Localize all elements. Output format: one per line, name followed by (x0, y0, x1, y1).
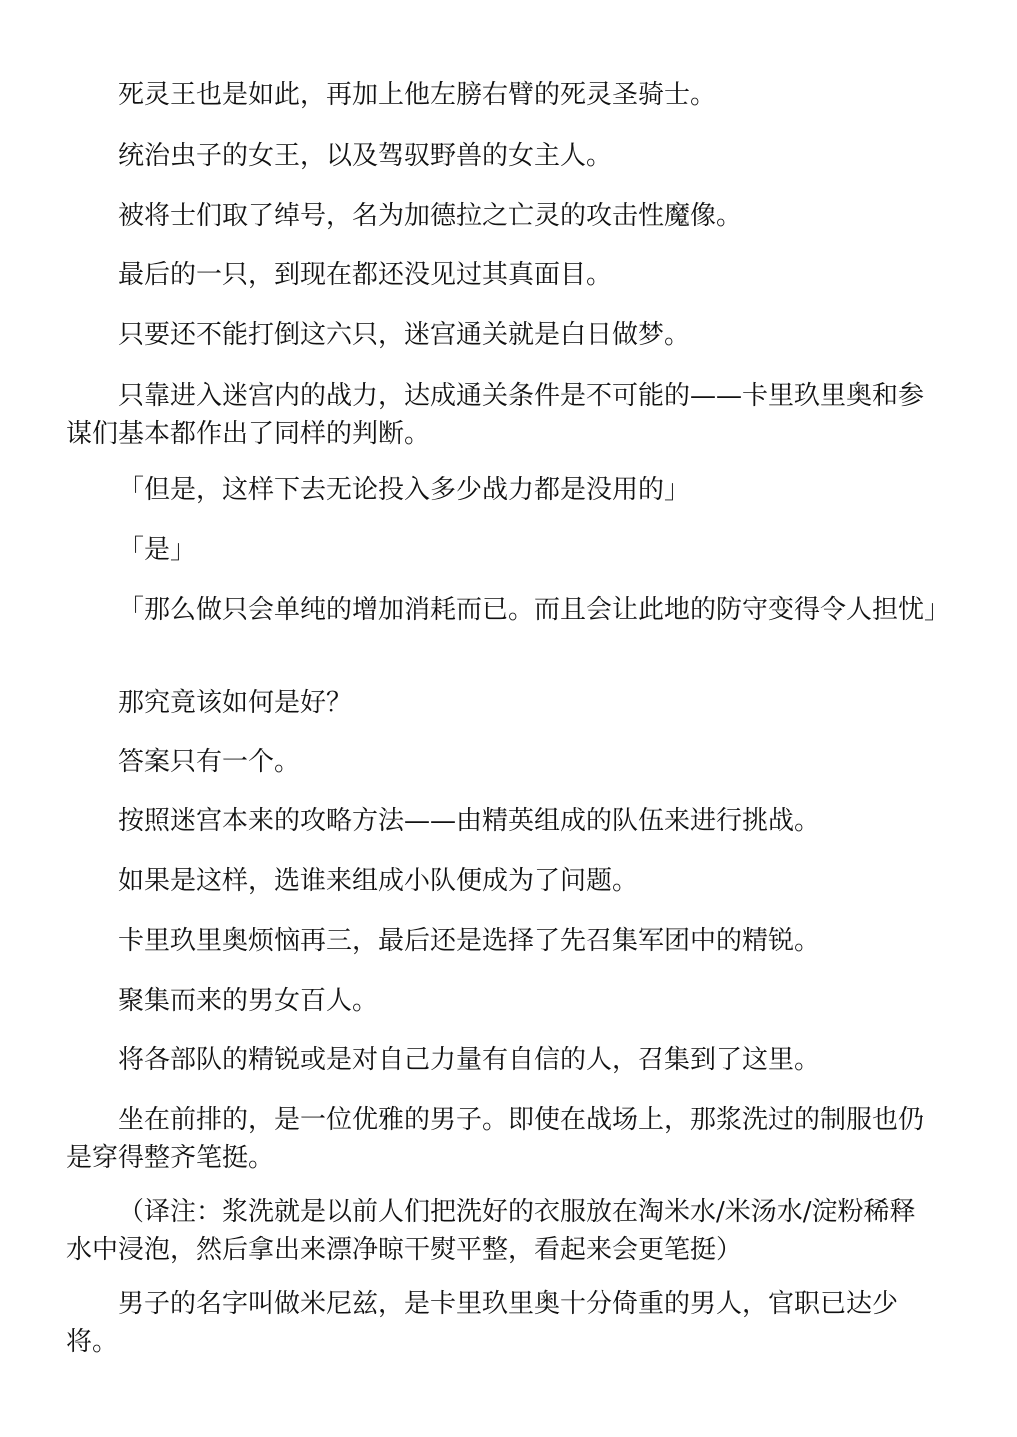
paragraph: 死灵王也是如此，再加上他左膀右臂的死灵圣骑士。 (118, 80, 717, 110)
paragraph: 只靠进入迷宫内的战力，达成通关条件是不可能的——卡里玖里奥和参谋们基本都作出了同样的判断。 (66, 381, 925, 449)
paragraph: 男子的名字叫做米尼兹，是卡里玖里奥十分倚重的男人，官职已达少将。 (66, 1289, 899, 1357)
paragraph: 坐在前排的，是一位优雅的男子。即使在战场上，那浆洗过的制服也仍是穿得整齐笔挺。 (66, 1105, 925, 1173)
paragraph: 统治虫子的女王，以及驾驭野兽的女主人。 (118, 141, 613, 171)
paragraph: 最后的一只，到现在都还没见过其真面目。 (118, 260, 613, 290)
translator-note: （译注：浆洗就是以前人们把洗好的衣服放在淘米水/米汤水/淀粉稀释水中浸泡，然后拿出来漂净晾干熨平整，看起来会更笔挺） (66, 1197, 916, 1265)
paragraph: 那究竟该如何是好？ (118, 688, 353, 718)
paragraph: 聚集而来的男女百人。 (118, 986, 379, 1016)
dialogue-line: 「是」 (118, 535, 197, 565)
paragraph: 只要还不能打倒这六只，迷宫通关就是白日做梦。 (118, 320, 691, 350)
paragraph: 卡里玖里奥烦恼再三，最后还是选择了先召集军团中的精锐。 (118, 926, 821, 956)
paragraph: 如果是这样，选谁来组成小队便成为了问题。 (118, 866, 639, 896)
dialogue-line: 「但是，这样下去无论投入多少战力都是没用的」 (118, 475, 691, 505)
paragraph: 答案只有一个。 (118, 747, 301, 777)
paragraph: 被将士们取了绰号，名为加德拉之亡灵的攻击性魔像。 (118, 201, 743, 231)
paragraph: 将各部队的精锐或是对自己力量有自信的人，召集到了这里。 (118, 1045, 821, 1075)
dialogue-line: 「那么做只会单纯的增加消耗而已。而且会让此地的防守变得令人担忧」 (118, 595, 951, 625)
paragraph: 按照迷宫本来的攻略方法——由精英组成的队伍来进行挑战。 (118, 806, 821, 836)
